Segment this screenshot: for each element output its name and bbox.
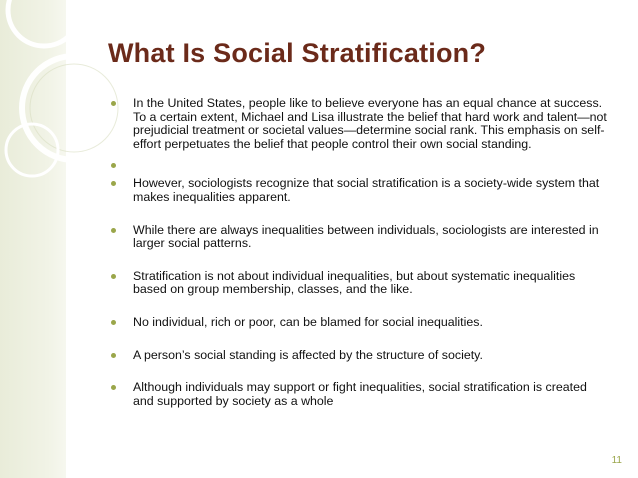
small-ring [6,124,58,176]
middle-ring-shadow [30,64,118,152]
bullet-item [110,349,610,363]
bullet-text: A person’s social standing is affected by the structure of society. [133,347,483,362]
bullet-dot-icon [111,101,116,106]
page-number: 11 [611,455,622,466]
bullet-item [110,270,610,297]
bullet-item [110,177,610,204]
bullet-item [110,224,610,251]
bullet-text: Stratification is not about individual inequalities, but about systematic inequalities based on group membership, classes, and the like. [133,268,576,297]
bullet-dot-icon [111,353,116,358]
bullet-dot-icon [111,228,116,233]
bullet-text: In the United States, people like to believe everyone has an equal chance at success. To a certain extent, Michael and Lisa illustrate the belief that hard work and talent—not prejudicial treatment or societal values—determine social rank. This emphasis on self-effort perpetuates the belief that people control their own social standing. [133,96,607,151]
bullet-dot-icon [111,320,116,325]
bullet-text: Although individuals may support or fight inequalities, social stratification is created and supported by society as a whole [133,380,587,408]
bullet-text: However, sociologists recognize that social stratification is a society-wide system that makes inequalities apparent. [133,176,600,204]
bullet-dot-icon [111,163,116,168]
bullet-item-empty [110,159,610,173]
slide-title: What Is Social Stratification? [108,38,487,68]
bullet-text: No individual, rich or poor, can be blamed for social inequalities. [133,314,483,329]
bullet-item [110,97,610,151]
bullet-item [110,381,610,408]
bullet-dot-icon [111,385,116,390]
top-ring [8,0,80,46]
bullet-list [110,97,610,408]
bullet-text: While there are always inequalities between individuals, sociologists are interested in larger social patterns. [133,222,599,251]
bullet-dot-icon [111,274,116,279]
bullet-item [110,316,610,330]
bullet-dot-icon [111,181,116,186]
